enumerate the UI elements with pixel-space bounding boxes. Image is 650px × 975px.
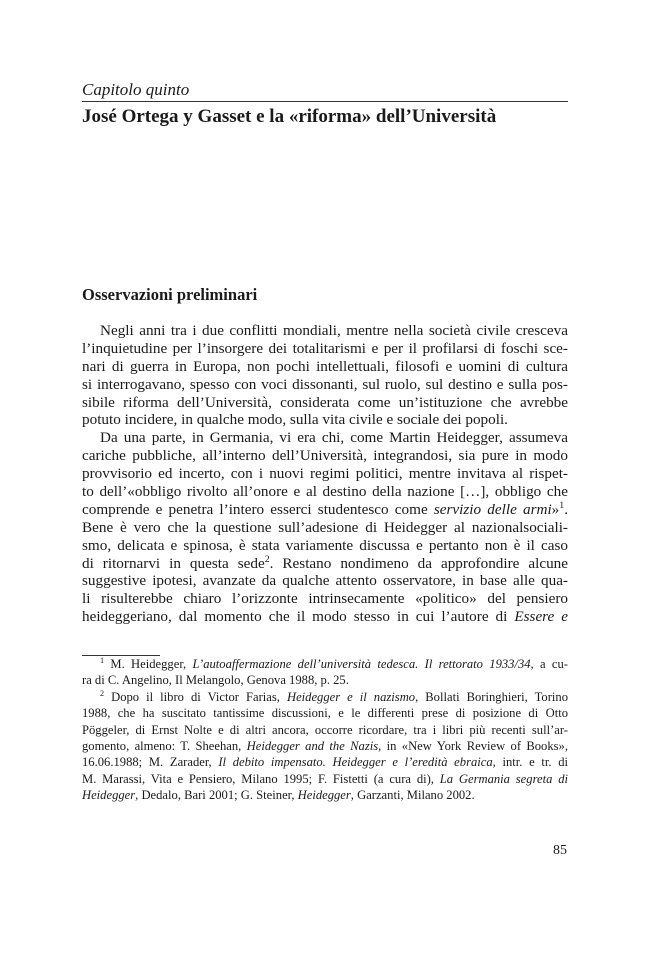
footnote-line: [82, 672, 568, 688]
body-line: [82, 519, 568, 537]
body-line: [82, 394, 568, 412]
text-run: M. Heidegger,: [104, 657, 193, 671]
text-run: 16.06.1988; M. Zarader,: [82, 755, 219, 770]
footnote-line: [82, 656, 568, 672]
section-heading: Osservazioni preliminari: [82, 285, 258, 304]
chapter-label: Capitolo quinto: [82, 80, 190, 99]
body-line: [82, 358, 568, 376]
header-rule: [82, 101, 568, 102]
body-line: [82, 411, 568, 429]
italic-text: La Germania segreta di: [439, 771, 569, 786]
text-run: potuto incidere, in qualche modo, sulla vita civile e sociale dei popoli.: [82, 411, 508, 429]
footnote-line: [82, 738, 568, 754]
body-line: [82, 537, 568, 555]
italic-text: Il debito impensato. Heidegger e l’eredità ebraica: [218, 755, 493, 770]
footnotes: [82, 656, 568, 804]
text-run: , a cu-: [530, 657, 568, 671]
footnote-marker: 2: [100, 688, 105, 698]
italic-text: L’autoaffermazione dell’università tedesca. Il rettorato 1933/34: [192, 657, 531, 671]
text-run: smo, delicata e spinosa, è stata variamente discussa e pertanto non è il caso: [82, 536, 568, 554]
text-run: Pöggeler, di Ernst Nolte e di altri ancora, occorre ricordare, tra i libri più recenti sull’ar-: [82, 722, 568, 737]
italic-text: Essere e: [514, 608, 568, 626]
text-run: Da una parte, in Germania, vi era chi, come Martin Heidegger, assumeva: [100, 429, 568, 447]
text-run: »: [551, 500, 560, 518]
page-number: 85: [553, 843, 567, 858]
italic-text: Heidegger: [297, 788, 351, 803]
italic-text: Heidegger: [82, 788, 136, 803]
text-run: , intr. e tr. di: [492, 755, 569, 770]
footnote-line: [82, 787, 568, 803]
body-line: [82, 590, 568, 608]
text-run: heideggeriano, dal momento che il modo stesso in cui l’autore di: [82, 608, 515, 626]
body-text: [82, 322, 568, 626]
text-run: .: [564, 500, 568, 518]
text-run: comprende e penetra l’intero esserci studentesco come: [82, 500, 434, 518]
text-run: . Restano nondimeno da approfondire alcune: [269, 554, 569, 572]
text-run: di ritornarvi in questa sede: [82, 554, 265, 572]
text-run: ra di C. Angelino, Il Melangolo, Genova 1988, p. 25.: [82, 673, 349, 688]
text-run: , in «New York Review of Books»,: [378, 738, 568, 753]
body-line: [82, 429, 568, 447]
body-line: [82, 501, 568, 519]
text-run: Negli anni tra i due conflitti mondiali, mentre nella società civile cresceva: [100, 322, 568, 339]
italic-text: servizio delle armi: [433, 500, 552, 518]
text-run: nari di guerra in Europa, non pochi intellettuali, filosofi e uomini di cultura: [82, 357, 568, 375]
text-run: Dopo il libro di Victor Farias,: [104, 689, 287, 704]
footnote-line: [82, 771, 568, 787]
body-line: [82, 483, 568, 501]
text-run: sibile riforma dell’Università, considerata come un’istituzione che avrebbe: [82, 393, 568, 411]
italic-text: Heidegger e il nazismo: [286, 689, 416, 704]
body-line: [82, 340, 568, 358]
footnote-line: [82, 689, 568, 705]
body-line: [82, 465, 568, 483]
text-run: to dell’«obbligo rivolto all’onore e al destino della nazione […], obbligo che: [82, 483, 568, 501]
text-run: , Bollati Boringhieri, Torino: [415, 689, 569, 704]
footnote-marker: 1: [559, 499, 565, 511]
footnote-line: [82, 705, 568, 721]
text-run: , Garzanti, Milano 2002.: [350, 788, 475, 803]
footnote-marker: 2: [264, 553, 270, 565]
text-run: cariche pubbliche, all’interno dell’Università, integrandosi, sia pure in modo: [82, 447, 568, 465]
body-line: [82, 555, 568, 573]
text-run: Bene è vero che la questione sull’adesione di Heidegger al nazionalsociali-: [82, 518, 568, 536]
text-run: suggestive ipotesi, avanzate da qualche attento osservatore, in base alle qua-: [82, 572, 568, 590]
body-line: [82, 447, 568, 465]
footnote-marker: 1: [100, 655, 105, 665]
text-run: si interrogavano, spesso con voci dissonanti, sul ruolo, sul destino e sulla pos-: [82, 375, 568, 393]
footnote-line: [82, 722, 568, 738]
chapter-title: José Ortega y Gasset e la «riforma» dell’Università: [82, 106, 497, 127]
italic-text: Heidegger and the Nazis: [246, 738, 379, 753]
body-line: [82, 608, 568, 626]
body-line: [82, 376, 568, 394]
text-run: provvisorio ed incerto, con i nuovi regimi politici, mentre invitava al rispet-: [82, 465, 568, 483]
text-run: l’inquietudine per l’insorgere dei totalitarismi e per il profilarsi di foschi sce-: [82, 339, 568, 357]
text-run: gomento, almeno: T. Sheehan,: [82, 738, 247, 753]
text-run: li risulterebbe chiaro l’orizzonte intrinsecamente «politico» del pensiero: [82, 590, 568, 608]
text-run: 1988, che ha suscitato tantissime discussioni, e le differenti prese di posizione di Otto: [82, 706, 568, 721]
text-run: M. Marassi, Vita e Pensiero, Milano 1995; F. Fistetti (a cura di),: [82, 771, 440, 786]
body-line: [82, 322, 568, 340]
footnote-line: [82, 754, 568, 770]
body-line: [82, 572, 568, 590]
text-run: , Dedalo, Bari 2001; G. Steiner,: [135, 788, 298, 803]
